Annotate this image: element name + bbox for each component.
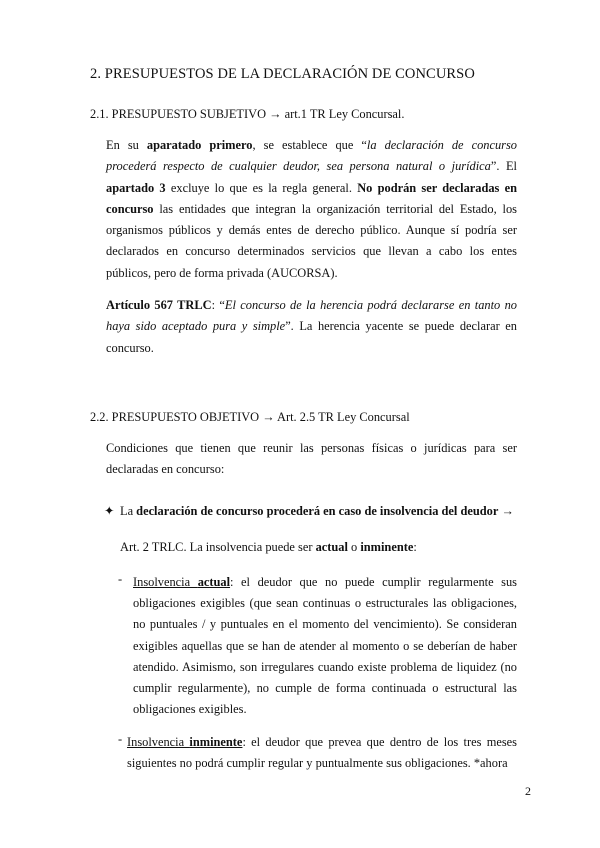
list-item-text [127, 732, 517, 774]
text: ”. El [490, 159, 517, 174]
text: : [413, 540, 417, 554]
text: : “ [211, 298, 225, 312]
bold-text: No podrán ser declaradas en concurso [106, 180, 518, 216]
list-item-text [133, 572, 517, 720]
page-number: 2 [525, 784, 531, 798]
text: excluye lo que es la regla general. [165, 180, 358, 195]
underlined-bold-text: actual [197, 575, 231, 589]
bold-text: Artículo 567 TRLC [106, 298, 212, 312]
bullet-text [120, 500, 514, 522]
italic-quote: la declaración de concurso procederá respecto de cualquier deudor, sea persona natural o jurídica [106, 138, 518, 174]
italic-quote: El concurso de la herencia podrá declararse en tanto no haya sido aceptado pura y simple [106, 298, 517, 334]
star-bullet-icon: ✦ [104, 504, 115, 518]
bold-text: apartado 3 [106, 180, 166, 195]
underlined-text: Insolvencia [127, 735, 190, 749]
text: : el deudor que no puede cumplir regularmente sus obligaciones exigibles (que sean continuas o estructurales las obligaciones, no puntuales / y puntuales en el momento del vencimiento). Se consideran exigibles aquellas que se han de atender al momento o se deberían de haber atendido. Asimismo, son irregulares cuando existe problema de liquidez (no cumplir regularmente), no cumple de forma continuada o estructural las obligaciones exigibles. [133, 575, 517, 717]
underlined-bold-text: inminente [189, 735, 243, 749]
paragraph-conditions: Condiciones que tienen que reunir las personas físicas o jurídicas para ser declaradas en concurso: [106, 441, 517, 477]
text: : el deudor que prevea que dentro de los tres meses siguientes no podrá cumplir regular y puntualmente sus obligaciones. *ahora [127, 735, 517, 771]
bold-text: actual [315, 540, 348, 554]
dash-marker: - [118, 732, 123, 746]
text: , se establece que “ [252, 138, 367, 152]
bold-text: declaración de concurso procederá en caso de insolvencia del deudor [136, 504, 499, 518]
underlined-text: Insolvencia [133, 575, 198, 589]
text: Art. 2 TRLC. La insolvencia puede ser [120, 540, 316, 554]
section-2-1-heading: 2.1. PRESUPUESTO SUBJETIVO → art.1 TR Ley Concursal. [90, 107, 405, 121]
paragraph-subjective [106, 135, 517, 284]
paragraph-article-567 [106, 295, 517, 359]
dash-marker: - [118, 572, 123, 586]
section-2-2-heading: 2.2. PRESUPUESTO OBJETIVO → Art. 2.5 TR Ley Concursal [90, 410, 410, 424]
text: → [498, 504, 514, 518]
bullet-item [0, 500, 600, 522]
text: las entidades que integran la organización territorial del Estado, los organismos públicos y demás entes de derecho público. Aunque sí podría ser declarados en concurso determinados servicios que llevan a cabo los entes públicos, pero de forma privada (AUCORSA). [106, 201, 517, 280]
text: ”. La herencia yacente se puede declarar en concurso. [106, 319, 517, 355]
section-2-heading: 2. PRESUPUESTOS DE LA DECLARACIÓN DE CONCURSO [90, 66, 475, 82]
text: La [120, 504, 137, 518]
bold-text: inminente [360, 540, 414, 554]
text: En su [106, 138, 147, 152]
bold-text: aparatado primero [146, 138, 253, 152]
text: o [347, 540, 361, 554]
art-2-line [120, 540, 417, 555]
